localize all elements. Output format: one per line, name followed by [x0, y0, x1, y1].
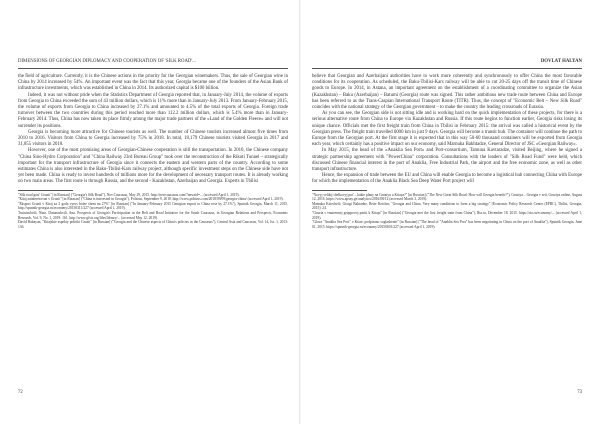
body-text	[18, 74, 288, 186]
footnote: "Silk road gost' Gruzii" [in Russian] ("Georgia's Silk Road"), Nov.Caucasus, May 29, 2015. http://newcaucasus.com/?newsid=... (accessed April 1, 2019).	[18, 192, 240, 197]
footnote: Tsotniashvili, Nino. Datunashvili, Ana. Prospects of Georgia's Participation in the Belt and Road Initiative for the South Caucasus, in Georgian Relations and Prospects, Economic Research, Vol. 9, No. 1, 2019: 161. http://www.gfsis.org/files/library/... (accessed May 12, 2019).	[18, 211, 288, 220]
paragraph: believe that Georgian and Azerbaijani authorities have to work more coherently and synchronously to offer China the most favorable conditions for its cooperation. As scheduled, the Baku-Tbilisi-Kars railway will be able to cut 20-25 days off the transit time of Chinese goods to Europe. In 2014, in Astana, an important agreement on the establishment of a coordinating committee to organize the Asian (Kazakhstan) – Baku (Azerbaijan) – Batumi (Georgia) route was signed. This rather ambitious new trade route between China and Europe has been referred to as the Trans-Caspian International Transport Route (TITR). Thus, the concept of "Economic Belt – New Silk Road" coincides with the national strategy of the Georgian government – to make the country the leading crossroads of Eurasia.	[312, 74, 582, 111]
running-header	[312, 57, 582, 69]
footnote: David Babayan, "Kitajskie aspekty politiki Gruzii" [in Russian] ("Georgia and the Chinese aspects of China's policies in the Caucasus"), Central Asia and Caucasus, Vol. 14, Iss. 1, 2013: 136.	[18, 220, 288, 229]
paragraph: As you can see, the Georgian side is not sitting idle and is working hard on the quick implementation of these projects, for there is a serious alternative route from China to Europe via Kazakhstan and Russia. If this route begins to function earlier, Georgia risks losing its unique chance. Officials met the first freight train from China in Tbilisi in February 2015: the arrival was called a historical event by the Georgian press. The freight train travelled 6000 km in just 9 days. Georgia will become a transit hub. The container will continue the path to Europe from the Georgian port. At the first stage it is expected that in this way 50-60 thousand containers will be exported from Georgia each year, which certainly has a positive impact on our economy, said Marnuka Bakhtadze, General Director of JSC «Georgian Railway».	[312, 111, 582, 148]
paragraph: the field of agriculture. Currently, it is the Chinese actions in the priority for the Georgian winemakers. Thus, the sale of Georgian wine in China by 2014 increased by 54%. An important event was the fact that this year, Georgia became one of the founders of the Asian Bank of infrastructure investments, which was established in China in 2014. Its authorized capital is $100 billion.	[18, 74, 288, 92]
footnote: "Glava "Anaklia Sea Port" v Kitae: podpisano soglashenie" [in Russian] ("The head of "Anaklia Sea Port" has been negotiating in China on the port of Anaklia"), Sputnik Georgia, June 01, 2015. https://sputnik-georgia.ru/economy/20150601/227 (accessed April 1, 2019).	[312, 220, 582, 229]
paragraph: Indeed, it was not without pride when the Statistics Department of Georgia reported that, in January-July 2014, the volume of exports from Georgia to China exceeded the sum of 43 million dollars, which is 11% more than in January-July 2013. From January-February 2015, the volume of exports from Georgia to China increased by 27.1% and amounted to 4.5% of the total exports of Georgia. Foreign trade turnover between the two countries during this period reached more than 112.2 million dollars, which is 5.4% more than in January-February 2014. Thus, China has now taken its place firmly among the major trade partners of the «Land of the Golden Fleece» and will not surrender its positions.	[18, 92, 288, 129]
paragraph: However, one of the most promising areas of Georgian-Chinese cooperation is still the transportation. In 2010, the Chinese company "China Sino-Hydro Corporation" and "China Railway 23rd Bureau Group" took over the reconstruction of the Rikoti Tunnel – strategically important for the transport infrastructure of Georgia since it connects the eastern and western parts of the country. According to some estimates China is also interested in the Baku-Tbilisi-Kars railway project, although specific investment steps on the Chinese side have not yet been made. China is ready to invest hundreds of millions more for the development of necessary transport routes. It is already working on two main areas. The first route is through Russia, and the second - Kazakhstan, Azerbaijan and Georgia. Experts in Tbilisi	[18, 148, 288, 185]
paragraph: Georgia is becoming more attractive for Chinese tourists as well. The number of Chinese tourists increased almost five times from 2010 to 2016. Visitors from China to Georgia increased by 75% in 2018. In total, 18,179 Chinese tourists visited Georgia in 2017 and 31,855 visitors in 2018.	[18, 129, 288, 148]
footnote: "Eksport Gruzii v Kitaj za 2 goda vyros bolee chem na 27%" [in Russian] ("In January-February 2015 Georgian export to China rose by 27.1%"), Sputnik Georgia, March 11, 2015. http://sputnik-georgia.ru/economy/20150311/227 (accessed April 1, 2019).	[18, 201, 288, 211]
footnotes	[312, 193, 582, 230]
paragraph: In May 2015, the head of the «Anaklia Sea Port» and Port-consortium, Tamuna Kavtaradze, visited Beijing, where he signed a strategic partnership agreement with "PowerChina" corporation. Consultations with the leaders of "Silk Road Fund" were held, which discussed Chinese financial interest in the port of Anaklia, Free Industrial Park, the airport and the free economic zone, as well as other transport infrastructure.	[312, 148, 582, 173]
footnote-rule	[18, 190, 73, 191]
running-header	[18, 57, 288, 69]
page-number: 72	[18, 390, 23, 395]
footnotes	[18, 193, 288, 230]
header-title: DIMENSIONS OF GEORGIAN DIPLOMACY AND COOPERATION OF 'SILK ROAD'...	[18, 59, 196, 64]
right-page	[300, 0, 600, 424]
paragraph: Hence, the expansion of trade between the EU and China will enable Georgia to become a logistical hub connecting China with Europe for which the implementation of the Anaklia Black Sea Deep Water Port project will	[312, 173, 582, 185]
footnote: Mamuka Kitoshvili, Giorgi Bakradze, Bette Ketcher, "Georgia and China. Very many conditions to form a big strategy" [Economic Policy Research Center (EPRC), Tbilisi, Georgia, 2015]: 24.	[312, 201, 582, 211]
footnote: "Kitaj zainteresovan v Gruzii" [in Russian] ("China is interested in Georgia"), Politrus, September 9, 2018. http://www.politrus.com/2018/09/09/georgia-china/ (accessed April 1, 2019).	[18, 197, 284, 202]
body-text	[312, 74, 582, 186]
page-number: 73	[577, 390, 582, 395]
footnote: "Gruzia s vnutrennej gruppovoj partii k Kitaju" [in Russian] ("Georgia met the first freight train from China"), Ria.ru, December 18, 2015. https://ria.ru/economy/... (accessed April 1, 2019).	[312, 211, 582, 220]
footnote-rule	[312, 190, 367, 191]
header-author: DOVLAT HALYAN	[540, 59, 582, 64]
footnote: "Novyj velikij shelkovyj put' – kakie plany na Gruziyu u Kitaya?" [in Russian] ("The New Great Silk Road: How will Georgia benefit?"), Gruziya – Georgia v seti, Gruziya online, August 12, 2016. https://www.apsny.ge/analytics/2016/08/12 (accessed March 3, 2019).	[312, 192, 582, 202]
